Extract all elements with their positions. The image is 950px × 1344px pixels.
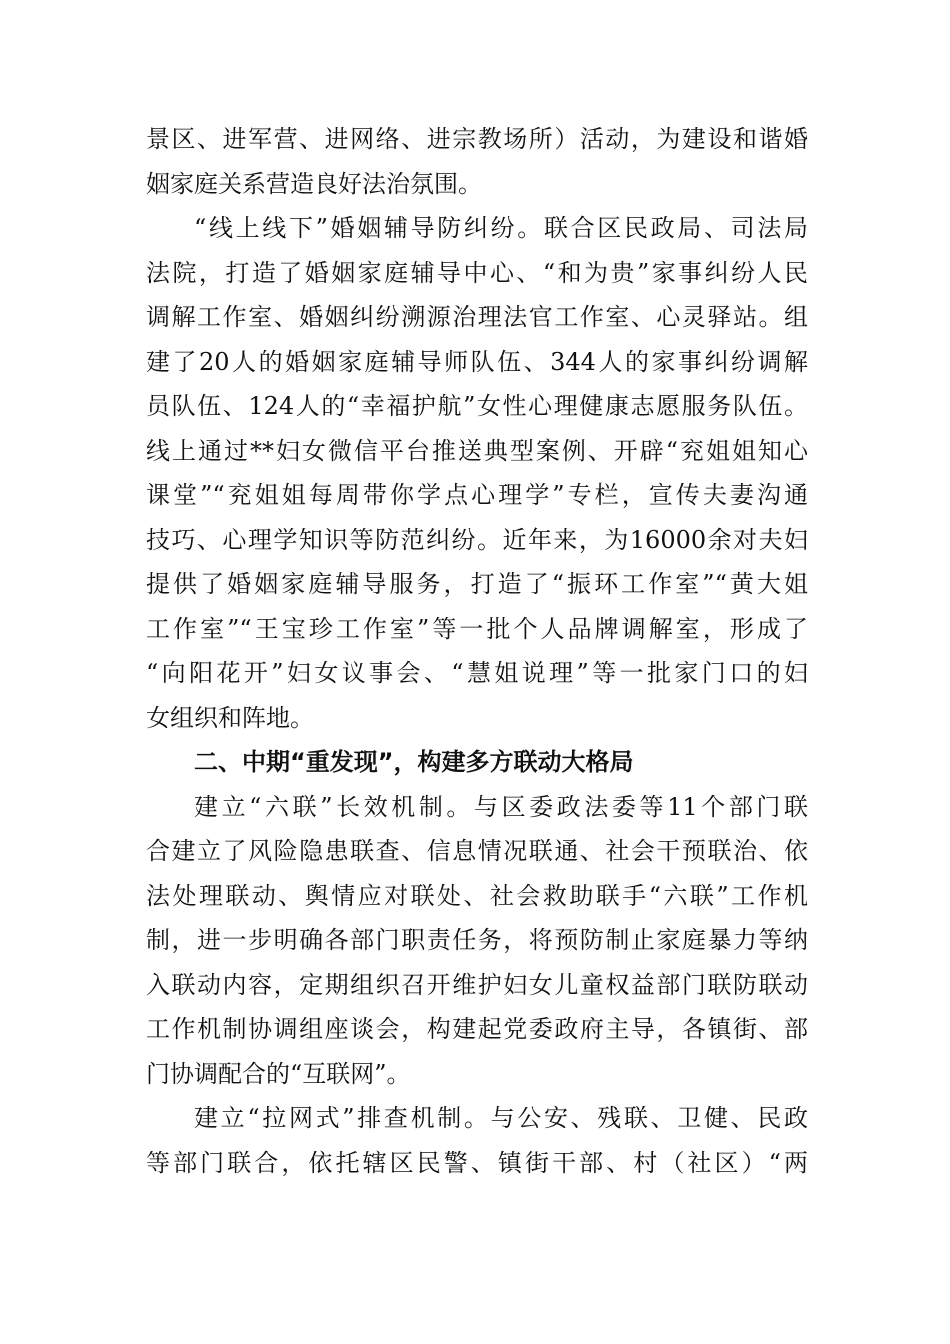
text-line: 景区、进军营、进网络、进宗教场所）活动，为建设和谐婚: [146, 125, 808, 153]
text-line: 入联动内容，定期组织召开维护妇女儿童权益部门联防联动: [146, 970, 808, 999]
text-line: 提供了婚姻家庭辅导服务，打造了“振环工作室”“黄大姐: [146, 570, 808, 598]
text-line: “线上线下”婚姻辅导防纠纷。联合区民政局、司法局: [194, 214, 808, 242]
text-line: 技巧、心理学知识等防范纠纷。近年来，为16000余对夫妇: [146, 525, 808, 554]
text-line: 建了20人的婚姻家庭辅导师队伍、344人的家事纠纷调解: [146, 347, 808, 376]
text-line: “向阳花开”妇女议事会、“慧姐说理”等一批家门口的妇: [146, 659, 808, 687]
text-line: 制，进一步明确各部门职责任务，将预防制止家庭暴力等纳: [146, 926, 808, 954]
text-line: 员队伍、124人的“幸福护航”女性心理健康志愿服务队伍。: [146, 392, 808, 420]
document-body: [146, 117, 808, 1185]
text-line: 合建立了风险隐患联查、信息情况联通、社会干预联治、依: [146, 837, 808, 865]
paragraph: [146, 1096, 808, 1185]
text-line: 工作室”“王宝珍工作室”等一批个人品牌调解室，形成了: [146, 614, 808, 643]
section-heading-block: [146, 740, 808, 785]
section-heading: 二、中期“重发现”，构建多方联动大格局: [194, 748, 634, 776]
text-line: 法处理联动、舆情应对联处、社会救助联手“六联”工作机: [146, 881, 808, 910]
text-line: 等部门联合，依托辖区民警、镇街干部、村（社区）“两: [146, 1148, 808, 1177]
text-line: 调解工作室、婚姻纠纷溯源治理法官工作室、心灵驿站。组: [146, 303, 808, 331]
paragraph: [146, 206, 808, 740]
text-line: 女组织和阵地。: [146, 703, 314, 732]
paragraph: [146, 785, 808, 1097]
text-line: 法院，打造了婚姻家庭辅导中心、“和为贵”家事纠纷人民: [146, 258, 808, 287]
paragraph: [146, 117, 808, 206]
text-line: 课堂”“兖姐姐每周带你学点心理学”专栏，宣传夫妻沟通: [146, 481, 808, 509]
text-line: 线上通过**妇女微信平台推送典型案例、开辟“兖姐姐知心: [146, 436, 808, 465]
text-line: 建立“六联”长效机制。与区委政法委等11个部门联: [194, 792, 808, 821]
text-line: 姻家庭关系营造良好法治氛围。: [146, 169, 482, 198]
text-line: 建立“拉网式”排查机制。与公安、残联、卫健、民政: [194, 1104, 808, 1132]
text-line: 工作机制协调组座谈会，构建起党委政府主导，各镇街、部: [146, 1015, 808, 1043]
text-line: 门协调配合的“互联网”。: [146, 1059, 411, 1088]
